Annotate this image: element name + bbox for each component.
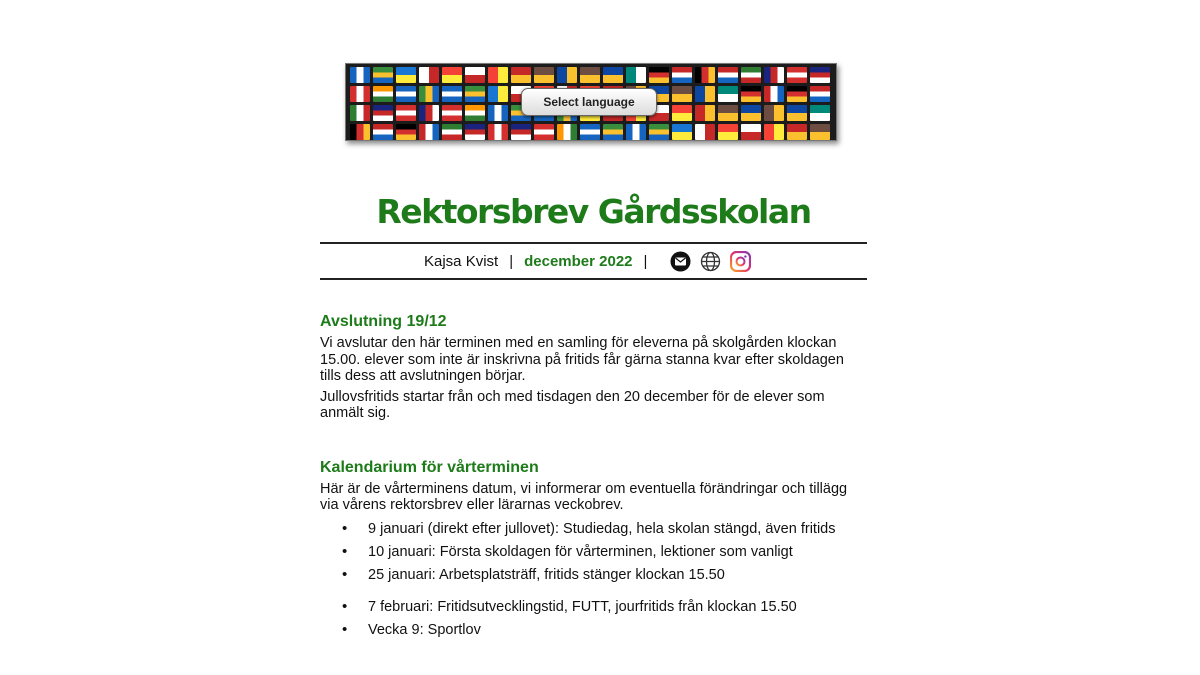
flag-icon[interactable]: [350, 67, 370, 83]
flag-icon[interactable]: [626, 124, 646, 140]
flag-icon[interactable]: [442, 124, 462, 140]
list-item: • 10 januari: Första skoldagen för vårterminen, lektioner som vanligt: [320, 544, 867, 560]
flag-icon[interactable]: [672, 124, 692, 140]
envelope-icon[interactable]: [670, 251, 691, 272]
flag-icon[interactable]: [603, 67, 623, 83]
section-kalendarium: [320, 459, 867, 638]
flag-icon[interactable]: [373, 67, 393, 83]
flag-icon[interactable]: [511, 67, 531, 83]
list-item: • 9 januari (direkt efter jullovet): Studiedag, hela skolan stängd, även fritids: [320, 521, 867, 537]
page-title: Rektorsbrev Gårdsskolan: [376, 192, 811, 231]
flag-icon[interactable]: [557, 124, 577, 140]
flag-icon[interactable]: [764, 105, 784, 121]
flag-icon[interactable]: [488, 124, 508, 140]
flag-icon[interactable]: [580, 124, 600, 140]
list-item: • 7 februari: Fritidsutvecklingstid, FUTT, jourfritids från klockan 15.50: [320, 599, 867, 615]
instagram-icon[interactable]: [730, 251, 751, 272]
header-divider-top: [320, 242, 867, 244]
select-language-button[interactable]: Select language: [521, 88, 657, 116]
flag-icon[interactable]: [373, 105, 393, 121]
flag-icon[interactable]: [511, 124, 531, 140]
flag-icon[interactable]: [649, 124, 669, 140]
byline: [320, 248, 867, 274]
flag-icon[interactable]: [718, 105, 738, 121]
flag-icon[interactable]: [787, 105, 807, 121]
flag-icon[interactable]: [442, 105, 462, 121]
flag-icon[interactable]: [741, 105, 761, 121]
flag-icon[interactable]: [350, 105, 370, 121]
flag-icon[interactable]: [810, 105, 830, 121]
flag-icon[interactable]: [419, 124, 439, 140]
flag-icon[interactable]: [695, 105, 715, 121]
contact-icons: [670, 251, 751, 272]
flag-icon[interactable]: [465, 86, 485, 102]
section-title: Kalendarium för vårterminen: [320, 458, 539, 476]
flag-icon[interactable]: [741, 67, 761, 83]
flag-icon[interactable]: [396, 86, 416, 102]
flag-icon[interactable]: [419, 67, 439, 83]
paragraph: Vi avslutar den här terminen med en samling för eleverna på skolgården klockan 15.00. elever som inte är inskrivna på fritids får gärna stanna kvar efter skoldagen tills dess att avslutningen börjar.: [320, 335, 844, 384]
flag-icon[interactable]: [672, 86, 692, 102]
flag-icon[interactable]: [488, 86, 508, 102]
flag-icon[interactable]: [603, 124, 623, 140]
flag-icon[interactable]: [672, 105, 692, 121]
flag-icon[interactable]: [787, 124, 807, 140]
flag-icon[interactable]: [787, 86, 807, 102]
paragraph: Här är de vårterminens datum, vi informerar om eventuella förändringar och tillägg via vårens rektorsbrev eller lärarnas veckobrev.: [320, 480, 848, 513]
language-banner[interactable]: [345, 63, 837, 141]
flag-icon[interactable]: [810, 67, 830, 83]
flag-icon[interactable]: [580, 67, 600, 83]
flag-icon[interactable]: [764, 67, 784, 83]
flag-icon[interactable]: [649, 67, 669, 83]
flag-icon[interactable]: [626, 67, 646, 83]
flag-icon[interactable]: [396, 67, 416, 83]
flag-icon[interactable]: [557, 67, 577, 83]
flag-icon[interactable]: [672, 67, 692, 83]
newsletter-content: [320, 313, 867, 645]
flag-icon[interactable]: [442, 67, 462, 83]
flag-icon[interactable]: [465, 105, 485, 121]
issue-date: december 2022: [524, 252, 633, 270]
flag-icon[interactable]: [718, 86, 738, 102]
flag-icon[interactable]: [741, 124, 761, 140]
section-avslutning: [320, 313, 867, 422]
flag-icon[interactable]: [396, 124, 416, 140]
flag-icon[interactable]: [695, 67, 715, 83]
flag-icon[interactable]: [764, 124, 784, 140]
flag-icon[interactable]: [373, 86, 393, 102]
flag-icon[interactable]: [695, 124, 715, 140]
flag-icon[interactable]: [488, 105, 508, 121]
byline-separator: |: [509, 252, 514, 270]
flag-icon[interactable]: [442, 86, 462, 102]
flag-icon[interactable]: [465, 67, 485, 83]
header-divider-bottom: [320, 278, 867, 280]
flag-icon[interactable]: [373, 124, 393, 140]
flag-icon[interactable]: [534, 124, 554, 140]
list-item: • Vecka 9: Sportlov: [320, 622, 867, 638]
flag-icon[interactable]: [741, 86, 761, 102]
flag-icon[interactable]: [419, 86, 439, 102]
byline-separator: |: [643, 252, 648, 270]
paragraph: Jullovsfritids startar från och med tisdagen den 20 december för de elever som anmält sig.: [320, 388, 825, 421]
section-title: Avslutning 19/12: [320, 313, 447, 330]
flag-icon[interactable]: [810, 86, 830, 102]
flag-icon[interactable]: [718, 67, 738, 83]
flag-icon[interactable]: [764, 86, 784, 102]
flag-icon[interactable]: [350, 124, 370, 140]
flag-icon[interactable]: [396, 105, 416, 121]
globe-icon[interactable]: [700, 251, 721, 272]
flag-icon[interactable]: [350, 86, 370, 102]
flag-icon[interactable]: [419, 105, 439, 121]
flag-icon[interactable]: [718, 124, 738, 140]
calendar-list: [320, 521, 867, 638]
flag-icon[interactable]: [787, 67, 807, 83]
flag-icon[interactable]: [465, 124, 485, 140]
flag-icon[interactable]: [810, 124, 830, 140]
flag-icon[interactable]: [488, 67, 508, 83]
flag-icon[interactable]: [695, 86, 715, 102]
flag-icon[interactable]: [534, 67, 554, 83]
author-name: Kajsa Kvist: [424, 252, 499, 270]
list-item: • 25 januari: Arbetsplatsträff, fritids stänger klockan 15.50: [320, 567, 867, 583]
